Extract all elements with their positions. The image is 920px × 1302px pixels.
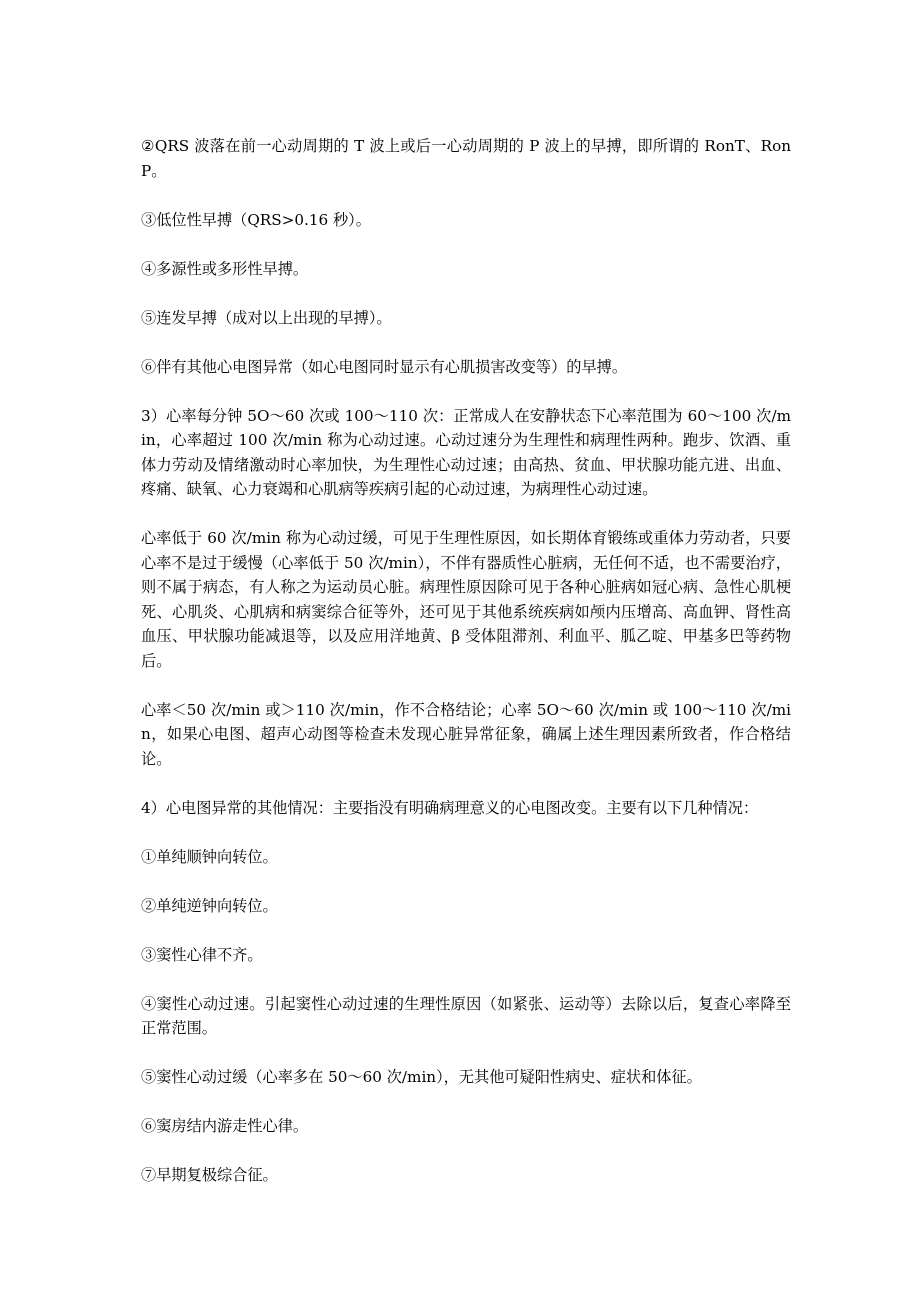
paragraph-counterclockwise-rotation: ②单纯逆钟向转位。 — [141, 896, 278, 915]
paragraph-sinus-bradycardia: ⑤窦性心动过缓（心率多在 50～60 次/min），无其他可疑阳性病史、症状和体征。 — [141, 1068, 702, 1086]
paragraph-bradycardia: 心率低于 60 次/min 称为心动过缓，可见于生理性原因，如长期体育锻练或重体力劳动者，只要心率不是过于缓慢（心率低于 50 次/min），不伴有器质性心脏病，无任何不适，也不需要治疗，则不属于病态，有人称之为运动员心脏。病理性原因除可见于各种心脏病如冠心病、急性心肌梗死、心肌炎、心肌病和病窦综合征等外，还可见于其他系统疾病如颅内压增高、高血钾、肾性高血压、甲状腺功能减退等，以及应用洋地黄、β 受体阻滞剂、利血平、胍乙啶、甲基多巴等药物后。 — [141, 529, 791, 670]
paragraph-heart-rate-conclusion: 心率＜50 次/min 或＞110 次/min，作不合格结论；心率 5O～60 次/min 或 100～110 次/min，如果心电图、超声心动图等检查未发现心脏异常征象，确属上述生理因素所致者，作合格结论。 — [141, 700, 791, 768]
paragraph-consecutive-beat: ⑤连发早搏（成对以上出现的早搏）。 — [141, 308, 392, 327]
paragraph-other-ecg-situations: 4）心电图异常的其他情况：主要指没有明确病理意义的心电图改变。主要有以下几种情况： — [141, 798, 759, 817]
paragraph-ront-ronp: ②QRS 波落在前一心动周期的 T 波上或后一心动周期的 P 波上的早搏，即所谓的 RonT、RonP。 — [141, 137, 791, 180]
paragraph-wandering-pacemaker: ⑥窦房结内游走性心律。 — [141, 1117, 309, 1135]
paragraph-sinus-arrhythmia: ③窦性心律不齐。 — [141, 945, 263, 964]
paragraph-early-repolarization: ⑦早期复极综合征。 — [141, 1166, 278, 1184]
paragraph-low-position-beat: ③低位性早搏（QRS>0.16 秒）。 — [141, 210, 371, 229]
paragraph-sinus-tachycardia: ④窦性心动过速。引起窦性心动过速的生理性原因（如紧张、运动等）去除以后，复查心率降至正常范围。 — [141, 994, 791, 1037]
paragraph-heart-rate-tachycardia: 3）心率每分钟 5O～60 次或 100～110 次：正常成人在安静状态下心率范围为 60～100 次/min，心率超过 100 次/min 称为心动过速。心动过速分为生理性和病理性两种。跑步、饮酒、重体力劳动及情绪激动时心率加快，为生理性心动过速；由高热、贫血、甲状腺功能亢进、出血、疼痛、缺氧、心力衰竭和心肌病等疾病引起的心动过速，为病理性心动过速。 — [141, 406, 791, 498]
paragraph-clockwise-rotation: ①单纯顺钟向转位。 — [141, 847, 278, 866]
document-body — [141, 134, 791, 1212]
paragraph-multisource-beat: ④多源性或多形性早搏。 — [141, 259, 309, 278]
paragraph-other-ecg-abnormal: ⑥伴有其他心电图异常（如心电图同时显示有心肌损害改变等）的早搏。 — [141, 357, 627, 376]
